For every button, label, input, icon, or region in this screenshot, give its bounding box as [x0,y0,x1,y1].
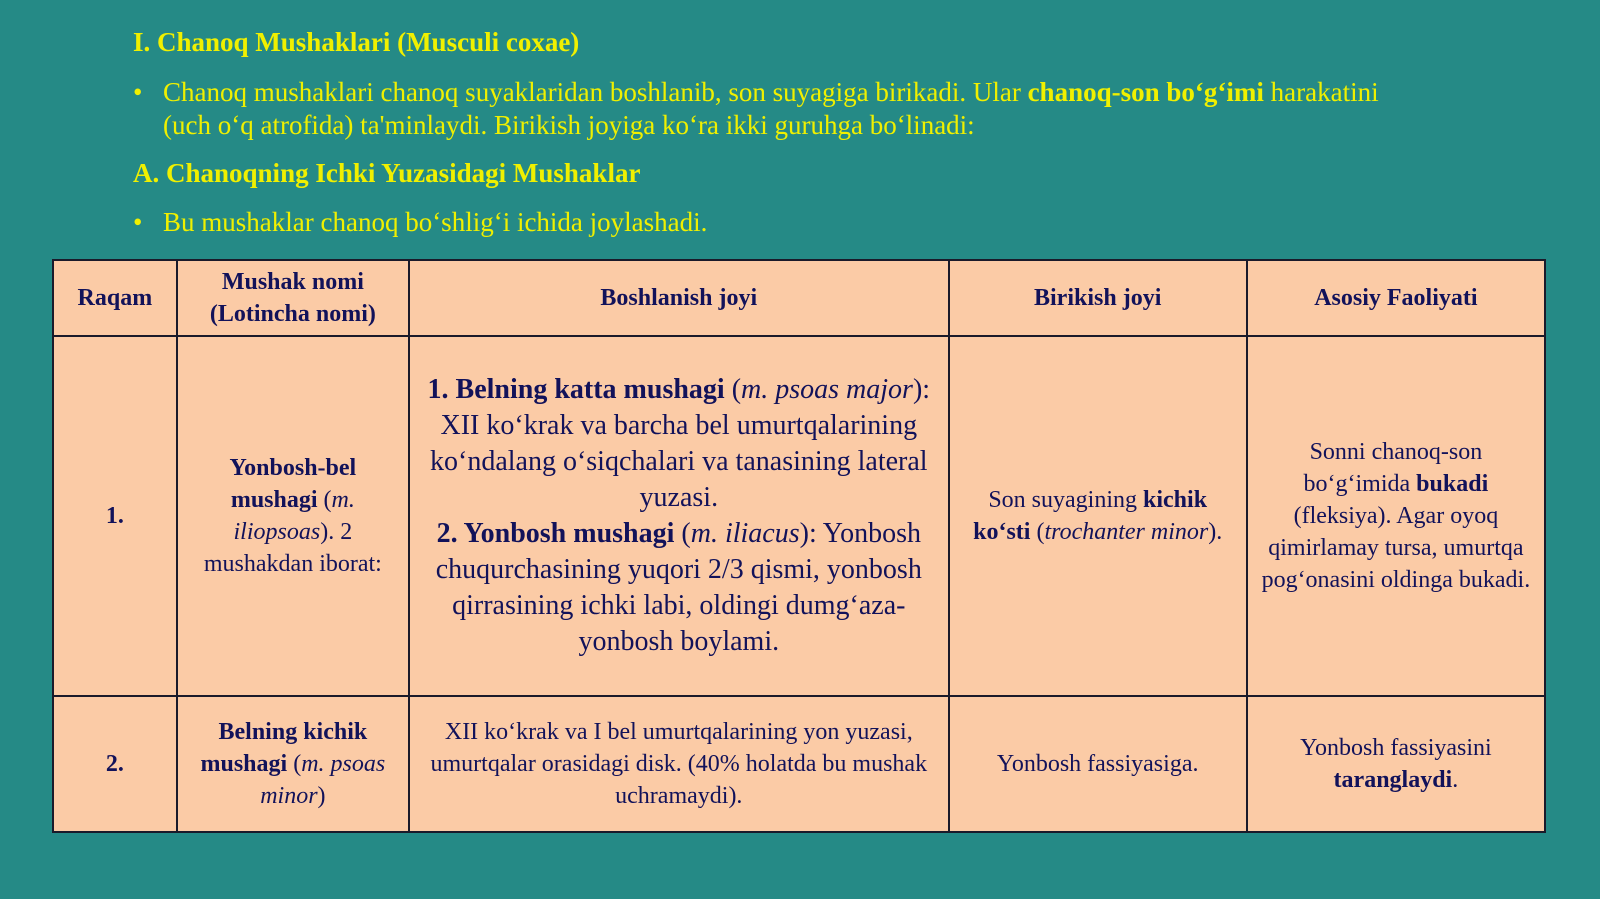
muscle-name-cell: Belning kichik mushagi (m. psoas minor) [177,696,409,832]
muscle-latin-name: m. iliopsoas [233,487,355,545]
origin-cell: XII ko‘krak va I bel umurtqalarining yon yuzasi, umurtqalar orasidagi disk. (40% holatda bu mushak uchramaydi). [409,696,949,832]
subsection-bullet [133,206,1393,239]
sub-muscle-1: 1. Belning katta mushagi [427,374,725,405]
bullet-icon: • [133,77,143,107]
section-title: I. Chanoq Mushaklari (Musculi coxae) [133,27,580,57]
muscle-name-cell: Yonbosh-bel mushagi (m. iliopsoas). 2 mushakdan iborat: [177,336,409,696]
table-row [53,336,1545,696]
intro-text-bold: chanoq-son bo‘g‘imi [1027,77,1264,107]
muscle-latin-name: m. psoas minor [260,751,386,809]
subsection-title: A. Chanoqning Ichki Yuzasidagi Mushaklar [133,158,641,188]
origin-cell: 1. Belning katta mushagi (m. psoas major): XII ko‘krak va barcha bel umurtqalarining ko‘ndalang o‘siqchalari va tanasining lateral yuzasi. 2. Yonbosh mushagi (m. iliacus): Yonbosh chuqurchasining yuqori 2/3 qismi, yonbosh qirrasining ichki labi, oldingi dumg‘aza-yonbosh boylami. [409,336,949,696]
intro-bullet [133,76,1393,142]
row-number: 1. [53,336,177,696]
header-origin: Boshlanish joyi [409,260,949,336]
muscle-name: Belning kichik mushagi [200,719,368,777]
header-number: Raqam [53,260,177,336]
insertion-cell: Son suyagining kichik ko‘sti (trochanter minor). [949,336,1247,696]
insertion-cell: Yonbosh fassiyasiga. [949,696,1247,832]
row-number: 2. [53,696,177,832]
intro-text-a: Chanoq mushaklari chanoq suyaklaridan boshlanib, son suyagiga birikadi. Ular [163,77,1028,107]
muscles-table [52,259,1546,833]
bullet-icon: • [133,207,143,237]
function-cell: Yonbosh fassiyasini taranglaydi. [1247,696,1545,832]
sub-muscle-2: 2. Yonbosh mushagi [436,518,675,549]
function-cell: Sonni chanoq-son bo‘g‘imida bukadi (fleksiya). Agar oyoq qimirlamay tursa, umurtqa pog‘onasini oldinga bukadi. [1247,336,1545,696]
muscle-name: Yonbosh-bel mushagi [229,455,357,513]
table-header-row [53,260,1545,336]
intro-text-b: harakatini (uch o‘q atrofida) ta'minlaydi. Birikish joyiga ko‘ra ikki guruhga bo‘linadi: [163,77,1379,140]
header-muscle-name: Mushak nomi (Lotincha nomi) [177,260,409,336]
header-insertion: Birikish joyi [949,260,1247,336]
subsection-bullet-text: Bu mushaklar chanoq bo‘shlig‘i ichida joylashadi. [163,207,708,237]
table-row [53,696,1545,832]
header-function: Asosiy Faoliyati [1247,260,1545,336]
